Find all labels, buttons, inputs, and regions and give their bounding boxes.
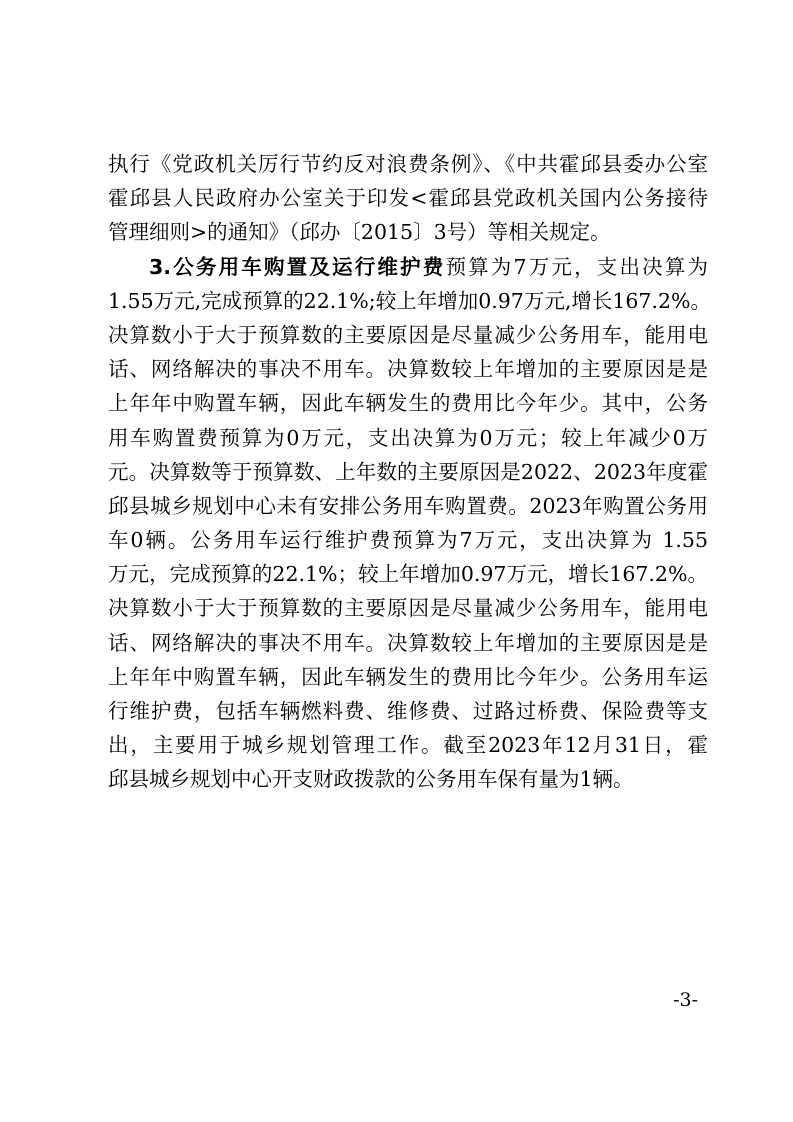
text-line: 万元，完成预算的22.1%；较上年增加0.97万元，增长167.2%。: [108, 562, 708, 587]
text-line: 1.55万元,完成预算的22.1%;较上年增加0.97万元,增长167.2%。: [108, 288, 712, 313]
text-line: 执行《党政机关厉行节约反对浪费条例》、《中共霍邱县委办公室: [108, 152, 708, 176]
text-line: 车0辆。公务用车运行维护费预算为7万元，支出决算为 1.55: [108, 528, 708, 553]
text-line: 管理细则>的通知》（邱办〔2015〕3号）等相关规定。: [108, 220, 611, 245]
text-line: 邱县城乡规划中心未有安排公务用车购置费。2023年购置公务用: [108, 493, 708, 518]
text-line: 元。决算数等于预算数、上年数的主要原因是2022、2023年度霍: [108, 459, 708, 484]
text-line: 行维护费，包括车辆燃料费、维修费、过路过桥费、保险费等支: [108, 699, 708, 723]
text-line: 上年年中购置车辆，因此车辆发生的费用比今年少。其中，公务: [108, 391, 708, 416]
text-line: 决算数小于大于预算数的主要原因是尽量减少公务用车，能用电: [108, 596, 708, 621]
section-3-first-line-text: 预算为7万元，支出决算为: [445, 254, 708, 279]
body-text: [108, 147, 712, 797]
section-3-heading: 3.公务用车购置及运行维护费: [149, 254, 446, 279]
text-line: 用车购置费预算为0万元，支出决算为0万元；较上年减少0万: [108, 425, 708, 450]
text-line: 决算数小于大于预算数的主要原因是尽量减少公务用车，能用电: [108, 322, 708, 347]
text-line: 出，主要用于城乡规划管理工作。截至2023年12月31日，霍: [108, 733, 708, 758]
section-3-first-line: [108, 250, 708, 284]
text-line: 话、网络解决的事决不用车。决算数较上年增加的主要原因是是: [108, 357, 708, 382]
text-line: 话、网络解决的事决不用车。决算数较上年增加的主要原因是是: [108, 630, 708, 655]
text-line: 霍邱县人民政府办公室关于印发<霍邱县党政机关国内公务接待: [108, 186, 708, 211]
page-number: -3-: [673, 989, 698, 1011]
text-line: 上年年中购置车辆，因此车辆发生的费用比今年少。公务用车运: [108, 664, 708, 689]
text-line: 邱县城乡规划中心开支财政拨款的公务用车保有量为1辆。: [108, 767, 634, 792]
